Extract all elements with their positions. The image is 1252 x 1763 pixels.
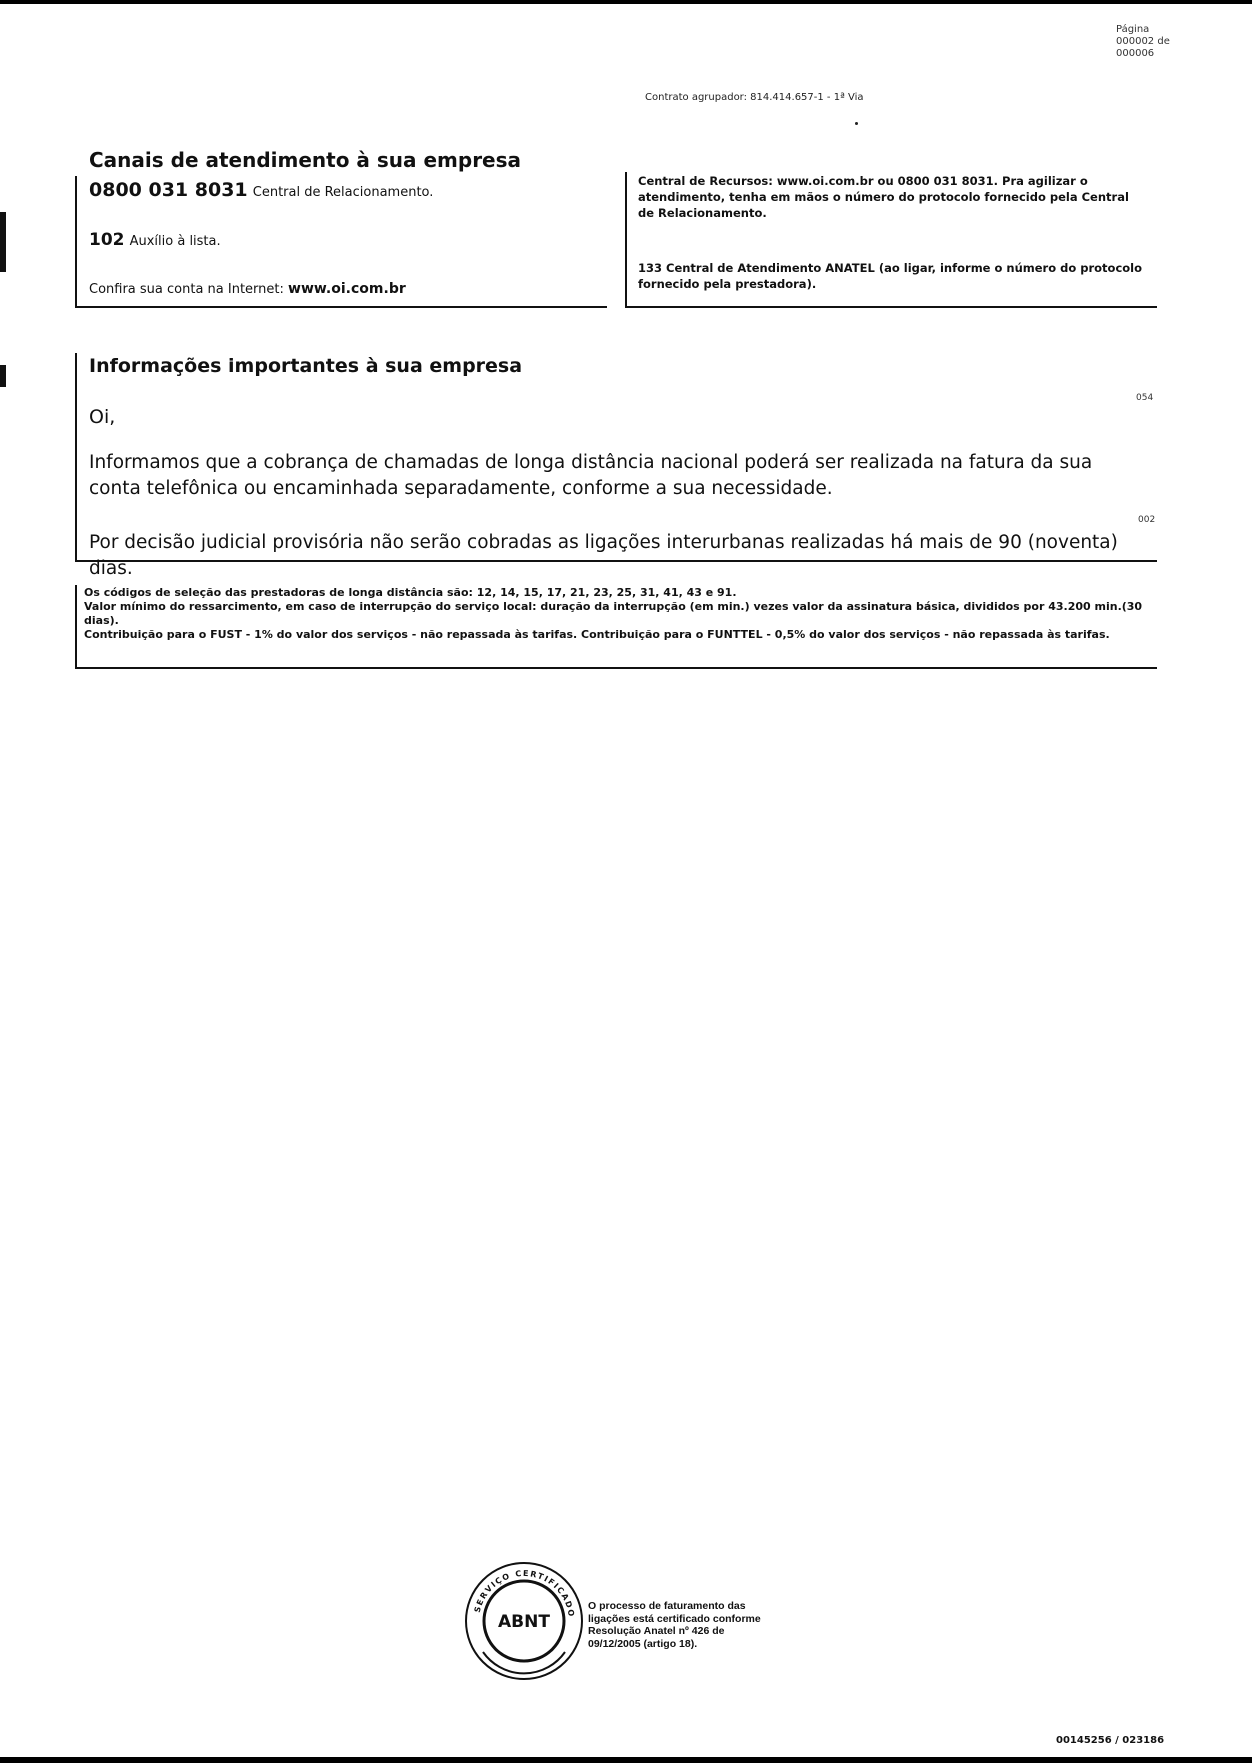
relationship-line	[89, 179, 433, 201]
contract-number: Contrato agrupador: 814.414.657-1 - 1ª Via	[645, 92, 864, 103]
page-total: 000006	[1116, 48, 1155, 59]
page-sep: de	[1157, 36, 1170, 47]
info-paragraph: Informamos que a cobrança de chamadas de longa distância nacional poderá ser realizada na fatura da sua conta telefônica ou encaminhada separadamente, conforme a sua necessidade.	[89, 452, 1093, 499]
internet-line	[89, 281, 406, 297]
message-code: 002	[1138, 515, 1156, 525]
note-line: Valor mínimo do ressarcimento, em caso de interrupção do serviço local: duração da interrupção (em min.) vezes valor da assinatura básica, divididos por 43.200 min.(30 dias).	[84, 600, 1143, 627]
page-label: Página	[1116, 24, 1150, 35]
internet-label: Confira sua conta na Internet:	[89, 282, 284, 297]
info-title: Informações importantes à sua empresa	[89, 355, 523, 377]
certification-seal	[463, 1560, 585, 1682]
directory-number: 102	[89, 230, 125, 250]
abnt-seal-icon	[463, 1560, 585, 1682]
certification-statement: O processo de faturamento das ligações está certificado conforme Resolução Anatel nº 426 de 09/12/2005 (artigo 18).	[588, 1600, 761, 1650]
info-paragraph: Por decisão judicial provisória não serão cobradas as ligações interurbanas realizadas há mais de 90 (noventa) dias.	[89, 532, 1118, 579]
regulatory-notes	[84, 586, 1159, 642]
greeting: Oi,	[89, 406, 116, 428]
anatel-text: 133 Central de Atendimento ANATEL (ao ligar, informe o número do protocolo fornecido pela prestadora).	[638, 261, 1143, 291]
scan-edge-top	[0, 0, 1252, 4]
margin-mark	[0, 212, 6, 272]
dot-mark	[855, 122, 858, 125]
note-line: Os códigos de seleção das prestadoras de longa distância são: 12, 14, 15, 17, 21, 23, 25, 31, 41, 43 e 91.	[84, 586, 737, 599]
directory-line	[89, 230, 221, 250]
internet-link[interactable]: www.oi.com.br	[288, 281, 406, 297]
seal-logo-text: ABNT	[498, 1612, 550, 1632]
note-line: Contribuição para o FUST - 1% do valor dos serviços - não repassada às tarifas. Contribuição para o FUNTTEL - 0,5% do valor dos serviços - não repassada às tarifas.	[84, 628, 1110, 641]
seal-ring-text: SERVIÇO CERTIFICADO	[472, 1568, 577, 1619]
page-number	[1116, 24, 1176, 60]
relationship-number: 0800 031 8031	[89, 179, 248, 201]
margin-mark	[0, 365, 6, 387]
page-current: 000002	[1116, 36, 1155, 47]
directory-label: Auxílio à lista.	[129, 234, 221, 249]
channels-title: Canais de atendimento à sua empresa	[89, 148, 522, 172]
footer-code: 00145256 / 023186	[1056, 1735, 1165, 1746]
message-code: 054	[1136, 393, 1154, 403]
resources-text: Central de Recursos: www.oi.com.br ou 0800 031 8031. Pra agilizar o atendimento, tenha em mãos o número do protocolo fornecido pela Central de Relacionamento.	[638, 174, 1129, 220]
relationship-label: Central de Relacionamento.	[252, 185, 434, 200]
scan-edge-bottom	[0, 1757, 1252, 1763]
